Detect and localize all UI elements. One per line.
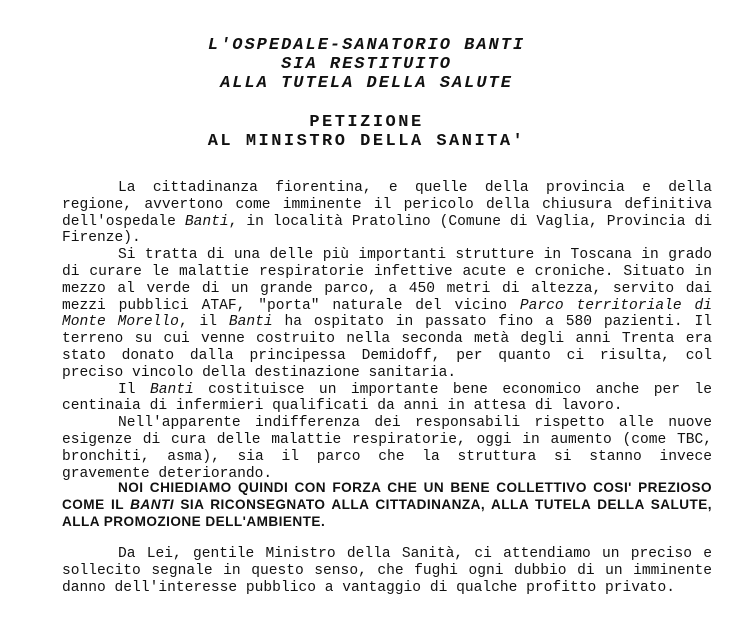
paragraph-1 — [62, 180, 712, 247]
petition-demand — [62, 480, 712, 530]
paragraph-3 — [62, 382, 712, 416]
document-title — [0, 36, 733, 93]
paragraph-3-text-a: Il — [118, 381, 150, 398]
petition-heading-line-2: AL MINISTRO DELLA SANITA' — [207, 132, 526, 151]
demand-hospital-name: BANTI — [130, 496, 174, 512]
paragraph-3-hospital-name: Banti — [149, 381, 194, 398]
title-line-1: L'OSPEDALE-SANATORIO BANTI — [207, 36, 526, 55]
paragraph-4: Nell'apparente indifferenza dei responsabili rispetto alle nuove esigenze di cura delle malattie respiratorie, oggi in aumento (come TBC, bronchiti, asma), sia il parco che la struttura si stanno invece gravemente deteriorando. — [62, 415, 712, 482]
demand-text-a: NOI CHIEDIAMO QUINDI CON FORZA CHE UN BENE COLLETTIVO COSI' PREZIOSO COME IL — [62, 480, 712, 512]
paragraph-3-text-b: costituisce un importante bene economico anche per le centinaia di infermieri qualificati da anni in attesa di lavoro. — [62, 381, 712, 415]
title-line-3: ALLA TUTELA DELLA SALUTE — [220, 74, 513, 93]
paragraph-2-text-c: ha ospitato in passato fino a 580 pazienti. Il terreno su cui venne costruito nella seconda metà degli anni Trenta era stato donato dalla principessa Demidoff, per quanto ci risulta, col preciso vincolo della destinazione sanitaria. — [62, 314, 712, 381]
paragraph-2-text-b: , il — [178, 314, 229, 331]
title-line-2: SIA RESTITUITO — [281, 55, 452, 74]
demand-text-b: SIA RICONSEGNATO ALLA CITTADINANZA, ALLA TUTELA DELLA SALUTE, ALLA PROMOZIONE DELL'AMBIENTE. — [62, 496, 712, 529]
paragraph-2 — [62, 247, 712, 381]
petition-heading-line-1: PETIZIONE — [309, 113, 424, 132]
paragraph-2-text-a: Si tratta di una delle più importanti strutture in Toscana in grado di curare le malattie respiratorie infettive acute e croniche. Situato in mezzo al verde di un grande parco, a 450 metri di altezza, servito dai mezzi pubblici ATAF, "porta" naturale del vicino — [62, 247, 712, 314]
petition-body — [62, 180, 712, 482]
petition-closing — [62, 546, 712, 596]
paragraph-1-hospital-name: Banti — [184, 213, 229, 230]
paragraph-1-text-a: La cittadinanza fiorentina, e quelle della provincia e della regione, avvertono come imminente il pericolo della chiusura definitiva dell'ospedale — [62, 180, 712, 230]
closing-paragraph: Da Lei, gentile Ministro della Sanità, ci attendiamo un preciso e sollecito segnale in questo senso, che fughi ogni dubbio di un imminente danno dell'interesse pubblico a vantaggio di qualche profitto privato. — [62, 546, 712, 596]
petition-heading — [0, 113, 733, 151]
paragraph-2-park-name: Parco territoriale di Monte Morello — [62, 297, 712, 331]
paragraph-2-hospital-name: Banti — [228, 314, 273, 331]
paragraph-1-text-b: , in località Pratolino (Comune di Vaglia, Provincia di Firenze). — [62, 213, 712, 247]
